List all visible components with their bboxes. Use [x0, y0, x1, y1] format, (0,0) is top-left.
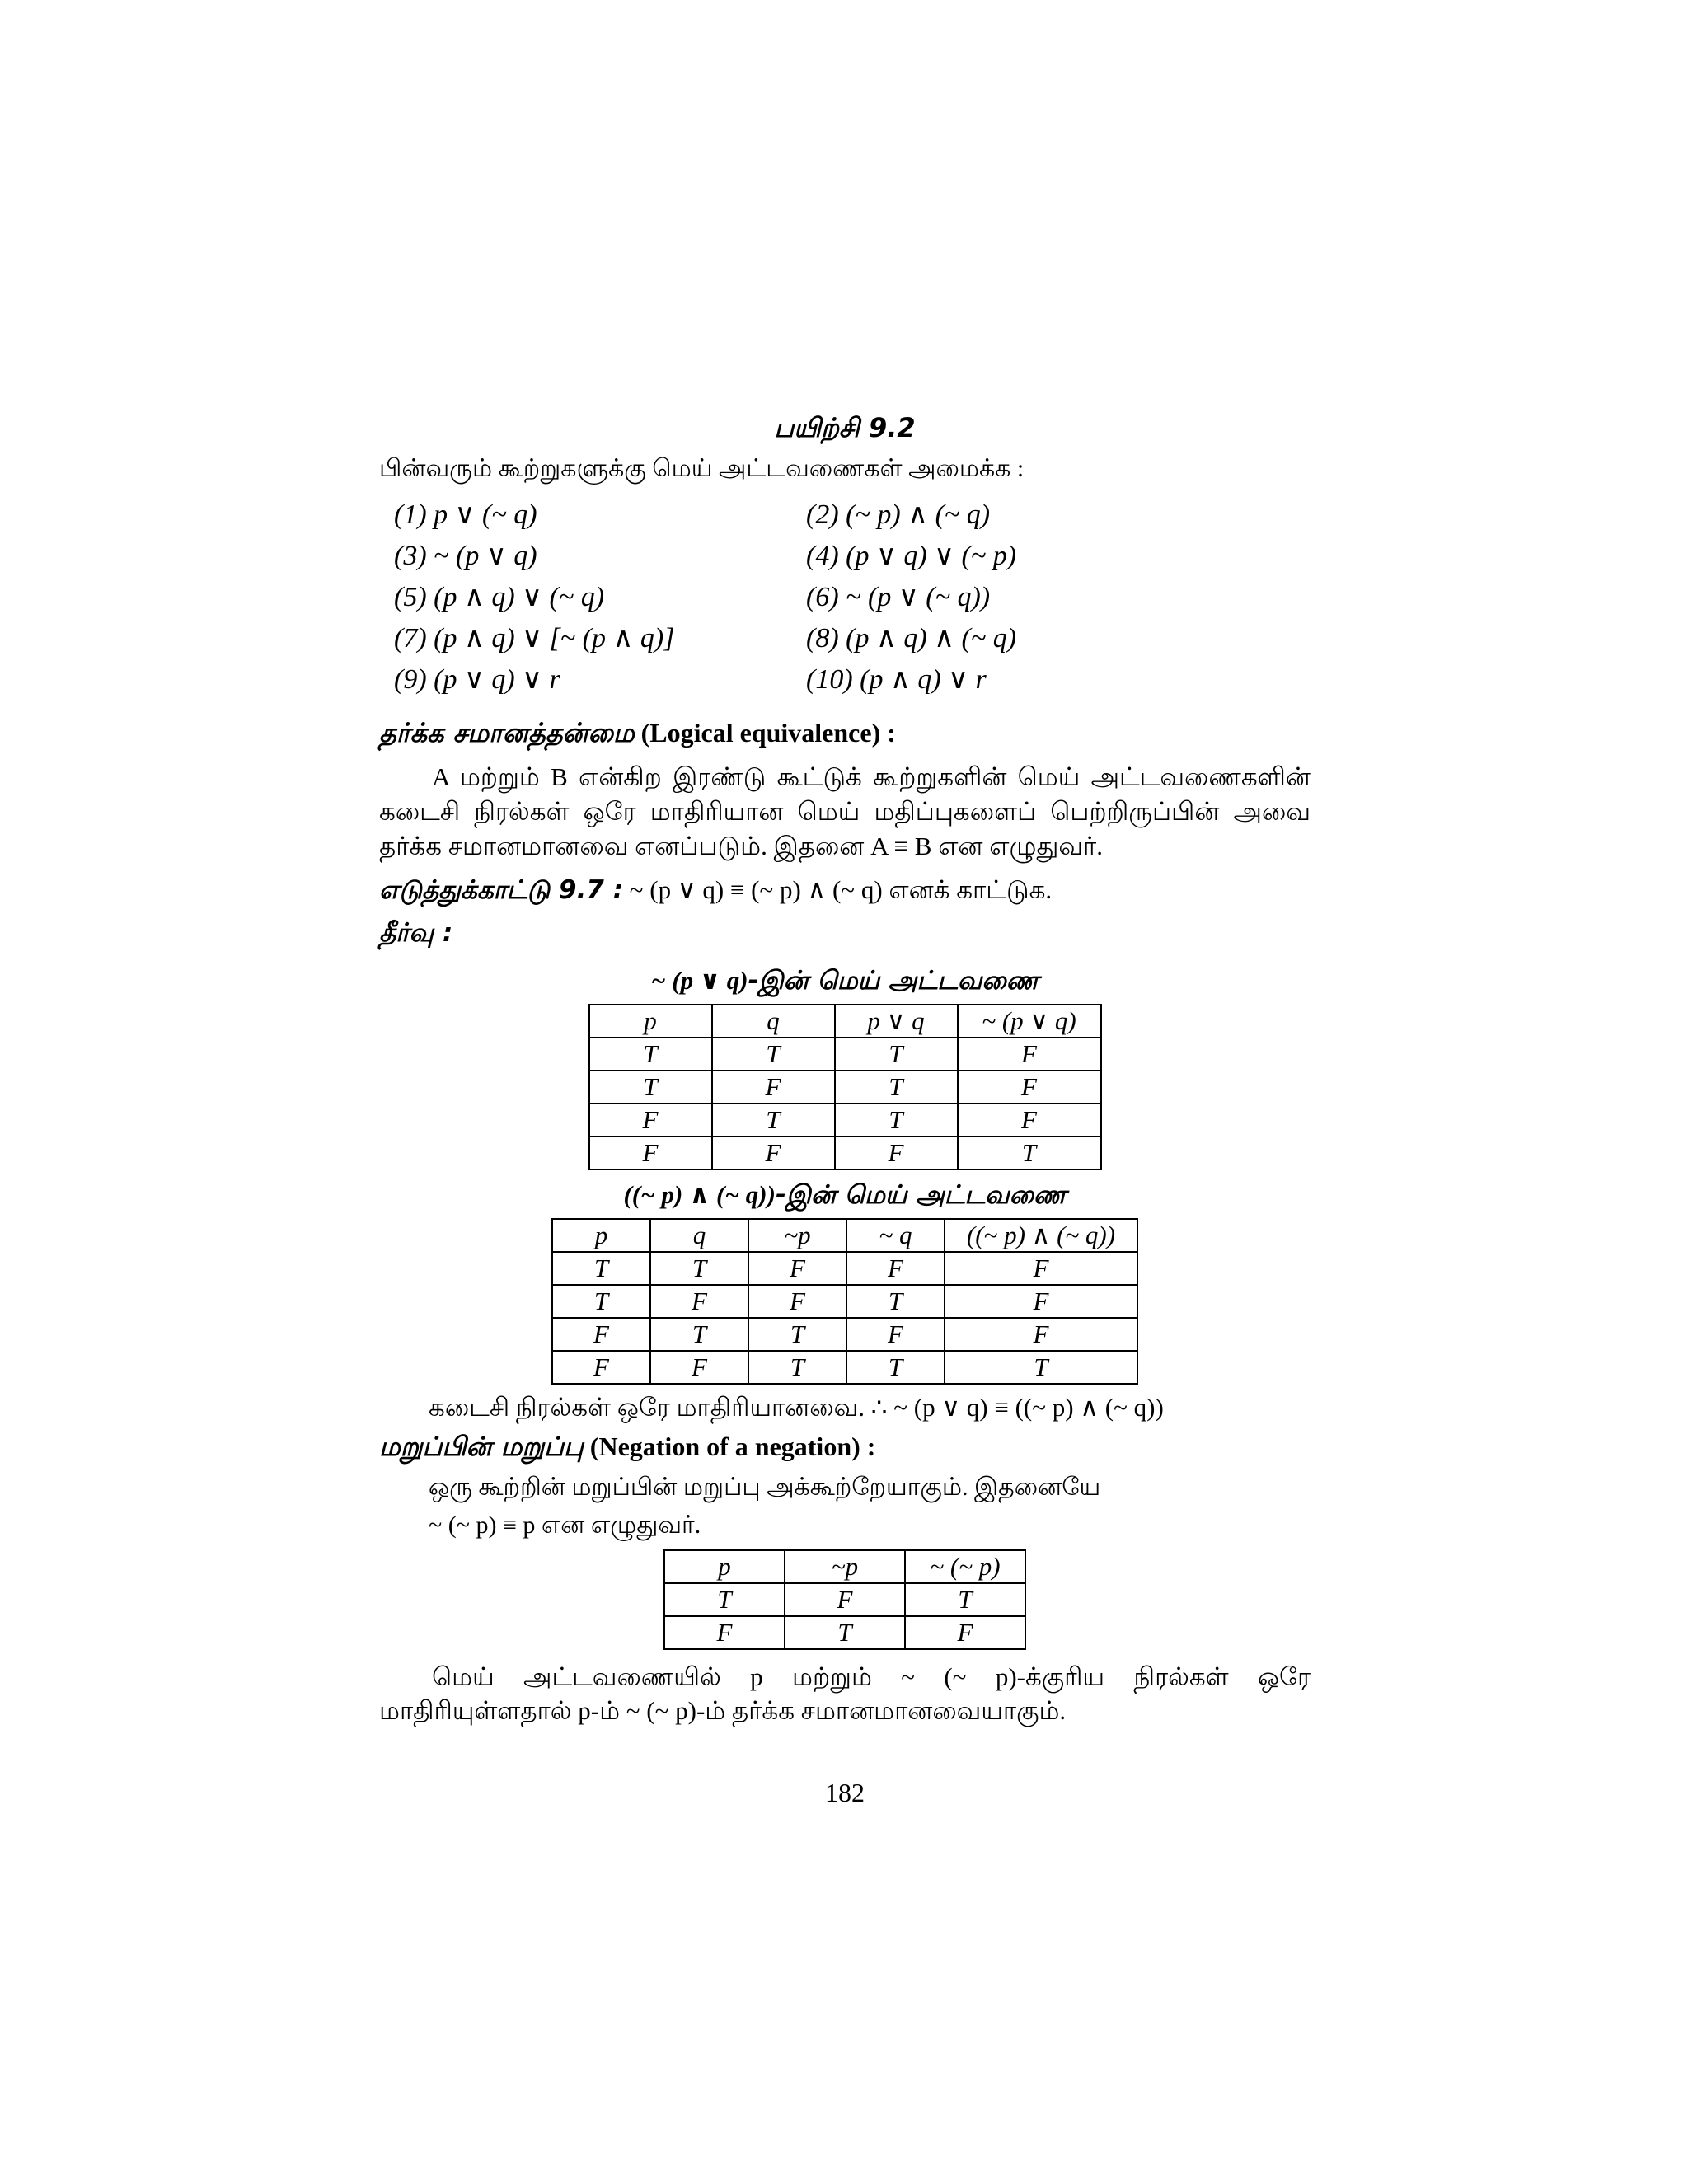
- table-header-row: [589, 1005, 1101, 1038]
- table-cell: T: [835, 1038, 958, 1071]
- table-cell: T: [835, 1071, 958, 1104]
- problem-list: [394, 498, 1311, 696]
- page-content: [379, 412, 1311, 1808]
- problem-item: (9) (p ∨ q) ∨ r: [394, 664, 560, 695]
- table-cell: T: [650, 1252, 748, 1285]
- table-cell: F: [846, 1252, 945, 1285]
- logical-equivalence-heading: [379, 717, 1311, 752]
- table2-caption-text: -இன் மெய் அட்டவணை: [775, 1179, 1067, 1210]
- heading-english: (Negation of a negation) :: [589, 1431, 876, 1461]
- problem-item: (7) (p ∧ q) ∨ [~ (p ∧ q)]: [394, 623, 675, 654]
- example-statement: [379, 875, 1311, 908]
- exercise-intro: பின்வரும் கூற்றுகளுக்கு மெய் அட்டவணைகள் அமைக்க :: [379, 455, 1025, 482]
- problem-item: (2) (~ p) ∧ (~ q): [806, 499, 991, 530]
- table-cell: F: [712, 1071, 835, 1104]
- page-number: 182: [825, 1778, 865, 1808]
- table-cell: F: [945, 1318, 1137, 1351]
- table-cell: T: [785, 1616, 905, 1649]
- final-paragraph: மெய் அட்டவணையில் p மற்றும் ~ (~ p)-க்குரிய நிரல்கள் ஒரே மாதிரியுள்ளதால் p-ம் ~ (~ p)-ம் தர்க்க சமானமானவையாகும்.: [379, 1661, 1311, 1726]
- table-cell: F: [785, 1583, 905, 1616]
- table-cell: F: [958, 1104, 1101, 1137]
- table-header-cell: p: [552, 1219, 650, 1252]
- truth-table-3: [663, 1549, 1026, 1650]
- logical-equivalence-paragraph: A மற்றும் B என்கிற இரண்டு கூட்டுக் கூற்றுகளின் மெய் அட்டவணைகளின் கடைசி நிரல்கள் ஒரே மாதிரியான மெய் மதிப்புகளைப் பெற்றிருப்பின் அவை தர்க்க சமானமானவை எனப்படும். இதனை A ≡ B என எழுதுவர்.: [379, 762, 1311, 860]
- table-header-cell: ((~ p) ∧ (~ q)): [945, 1219, 1137, 1252]
- table-row: [664, 1616, 1025, 1649]
- table-header-cell: q: [712, 1005, 835, 1038]
- table-cell: F: [958, 1038, 1101, 1071]
- heading-english: (Logical equivalence) :: [640, 718, 896, 748]
- table-cell: T: [748, 1351, 846, 1384]
- heading-tamil: மறுப்பின் மறுப்பு: [379, 1430, 584, 1462]
- table-cell: F: [748, 1285, 846, 1318]
- table-row: [664, 1583, 1025, 1616]
- table-cell: T: [945, 1351, 1137, 1384]
- table-cell: T: [846, 1285, 945, 1318]
- table-cell: F: [945, 1285, 1137, 1318]
- problem-item: (3) ~ (p ∨ q): [394, 541, 537, 571]
- table-row: [552, 1351, 1137, 1384]
- table-header-cell: ~p: [748, 1219, 846, 1252]
- table-cell: T: [664, 1583, 785, 1616]
- table-header-cell: q: [650, 1219, 748, 1252]
- table-row: [589, 1137, 1101, 1169]
- table-cell: T: [835, 1104, 958, 1137]
- table-header-cell: ~ (~ p): [905, 1550, 1025, 1583]
- problem-item: (10) (p ∧ q) ∨ r: [806, 664, 987, 695]
- table-cell: F: [650, 1285, 748, 1318]
- negation-heading: [379, 1431, 1311, 1465]
- table-cell: T: [589, 1071, 712, 1104]
- negation-line-2: ~ (~ p) ≡ p என எழுதுவர்.: [429, 1511, 701, 1539]
- table-header-row: [552, 1219, 1137, 1252]
- truth-table-2: [551, 1218, 1138, 1385]
- table-cell: T: [552, 1252, 650, 1285]
- solution-label: தீர்வு :: [379, 917, 453, 948]
- table-header-cell: p: [664, 1550, 785, 1583]
- heading-tamil: தர்க்க சமானத்தன்மை: [379, 717, 635, 748]
- table-cell: T: [712, 1104, 835, 1137]
- table-cell: F: [835, 1137, 958, 1169]
- table-row: [552, 1318, 1137, 1351]
- table-header-cell: p: [589, 1005, 712, 1038]
- table-cell: T: [650, 1318, 748, 1351]
- table1-caption-text: -இன் மெய் அட்டவணை: [748, 965, 1039, 996]
- table-row: [552, 1252, 1137, 1285]
- table-cell: F: [748, 1252, 846, 1285]
- table-cell: T: [905, 1583, 1025, 1616]
- table-row: [589, 1104, 1101, 1137]
- table-row: [589, 1038, 1101, 1071]
- table-cell: F: [846, 1318, 945, 1351]
- table-header-cell: p ∨ q: [835, 1005, 958, 1038]
- table-cell: F: [664, 1616, 785, 1649]
- table-cell: T: [589, 1038, 712, 1071]
- table-cell: F: [650, 1351, 748, 1384]
- table-cell: T: [748, 1318, 846, 1351]
- table-cell: T: [552, 1285, 650, 1318]
- table-header-cell: ~p: [785, 1550, 905, 1583]
- table-cell: F: [945, 1252, 1137, 1285]
- truth-table-1: [588, 1004, 1102, 1170]
- table2-caption-math: ((~ p) ∧ (~ q)): [623, 1179, 776, 1209]
- table1-caption-math: ~ (p ∨ q): [650, 965, 748, 995]
- table-header-cell: ~ q: [846, 1219, 945, 1252]
- exercise-title: பயிற்சி 9.2: [774, 412, 916, 443]
- table2-caption: [379, 1180, 1311, 1213]
- table-cell: F: [712, 1137, 835, 1169]
- negation-line-1: ஒரு கூற்றின் மறுப்பின் மறுப்பு அக்கூற்றேயாகும். இதனையே: [429, 1473, 1101, 1501]
- table-header-row: [664, 1550, 1025, 1583]
- problem-item: (8) (p ∧ q) ∧ (~ q): [806, 623, 1017, 654]
- table-cell: F: [552, 1351, 650, 1384]
- table-cell: T: [846, 1351, 945, 1384]
- problem-item: (1) p ∨ (~ q): [394, 499, 537, 530]
- table-cell: F: [589, 1104, 712, 1137]
- example-text: ~ (p ∨ q) ≡ (~ p) ∧ (~ q) எனக் காட்டுக.: [629, 874, 1053, 904]
- table-cell: F: [552, 1318, 650, 1351]
- problem-item: (6) ~ (p ∨ (~ q)): [806, 582, 991, 612]
- table-cell: T: [958, 1137, 1101, 1169]
- table-cell: T: [712, 1038, 835, 1071]
- conclusion-line: கடைசி நிரல்கள் ஒரே மாதிரியானவை. ∴ ~ (p ∨ q) ≡ ((~ p) ∧ (~ q)): [429, 1392, 1164, 1422]
- table1-caption: [379, 966, 1311, 999]
- table-row: [589, 1071, 1101, 1104]
- table-header-cell: ~ (p ∨ q): [958, 1005, 1101, 1038]
- table-cell: F: [589, 1137, 712, 1169]
- table-cell: F: [958, 1071, 1101, 1104]
- table-row: [552, 1285, 1137, 1318]
- example-label: எடுத்துக்காட்டு 9.7 :: [379, 874, 624, 905]
- problem-item: (5) (p ∧ q) ∨ (~ q): [394, 582, 605, 612]
- table-cell: F: [905, 1616, 1025, 1649]
- problem-item: (4) (p ∨ q) ∨ (~ p): [806, 541, 1017, 571]
